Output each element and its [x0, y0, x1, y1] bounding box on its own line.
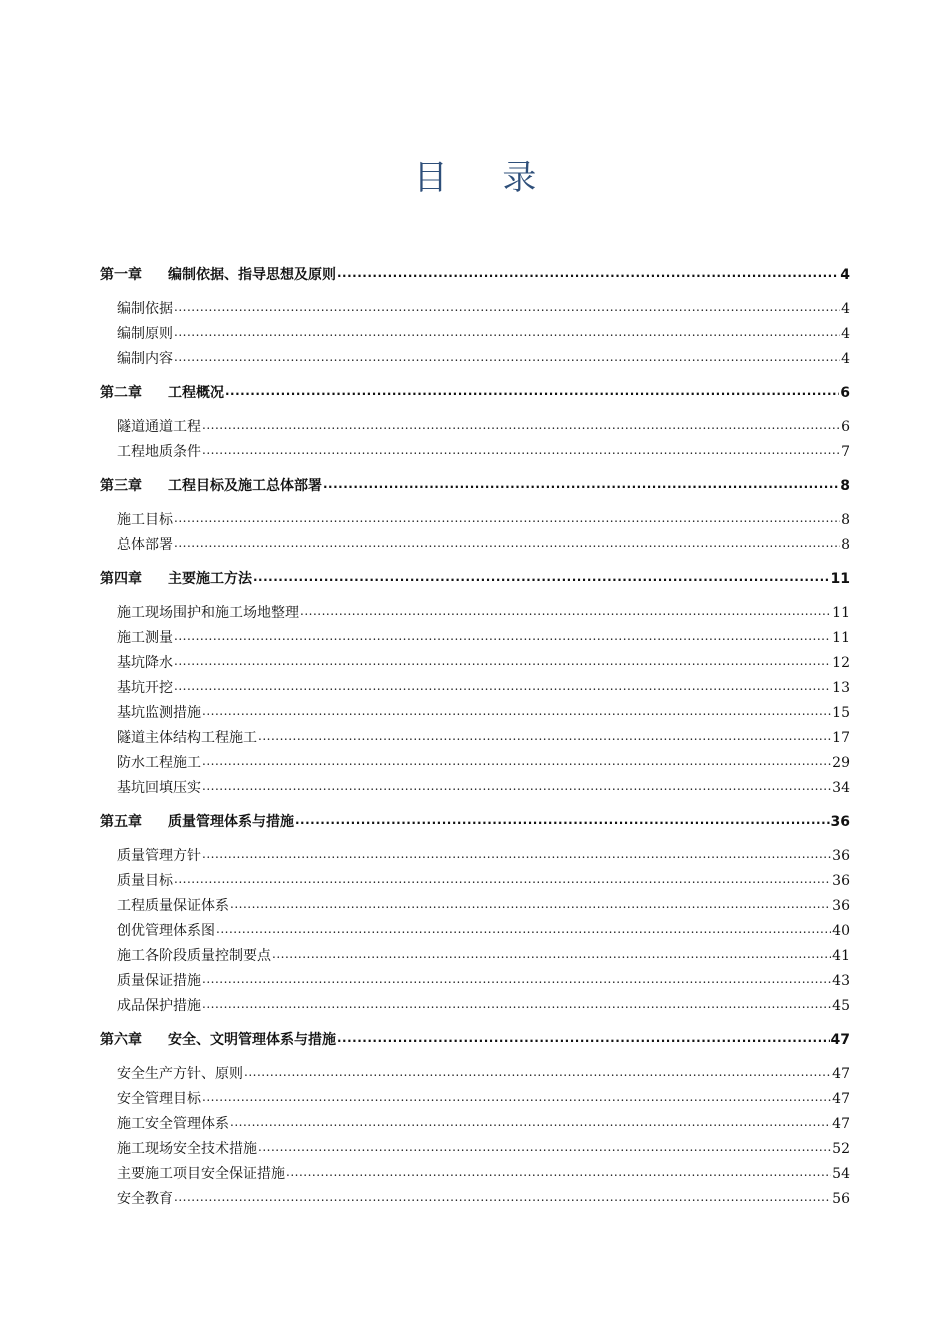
section-title: 施工现场安全技术措施 [117, 1141, 257, 1157]
chapter-title: 工程概况 [168, 385, 224, 401]
section-title: 施工现场围护和施工场地整理 [117, 605, 299, 621]
dot-leader [225, 383, 839, 399]
section-title: 隧道主体结构工程施工 [117, 730, 257, 746]
page-number: 4 [841, 301, 850, 317]
page-number: 36 [830, 814, 850, 830]
toc-section-entry[interactable] [100, 298, 850, 323]
page-number: 8 [840, 478, 850, 494]
toc-section-entry[interactable] [100, 870, 850, 895]
dot-leader [174, 510, 840, 526]
dot-leader [253, 569, 830, 585]
section-title: 编制原则 [117, 326, 173, 342]
section-title: 编制内容 [117, 351, 173, 367]
dot-leader [202, 1089, 831, 1105]
dot-leader [202, 996, 831, 1012]
chapter-title: 主要施工方法 [168, 571, 252, 587]
toc-section-entry[interactable] [100, 348, 850, 373]
section-title: 安全教育 [117, 1191, 173, 1207]
page-number: 11 [830, 571, 850, 587]
page-number: 54 [832, 1166, 850, 1182]
dot-leader [272, 946, 831, 962]
toc-section-entry[interactable] [100, 995, 850, 1020]
toc-section-entry[interactable] [100, 627, 850, 652]
dot-leader [216, 921, 831, 937]
page-number: 52 [832, 1141, 850, 1157]
dot-leader [174, 349, 840, 365]
dot-leader [230, 896, 831, 912]
page-number: 8 [841, 512, 850, 528]
toc-section-entry[interactable] [100, 1113, 850, 1138]
dot-leader [174, 324, 840, 340]
page-number: 17 [832, 730, 850, 746]
page-number: 13 [832, 680, 850, 696]
toc-section-entry[interactable] [100, 441, 850, 466]
toc-section-entry[interactable] [100, 920, 850, 945]
section-title: 质量目标 [117, 873, 173, 889]
page-number: 6 [840, 385, 850, 401]
toc-chapter-entry[interactable] [100, 568, 850, 593]
page-number: 56 [832, 1191, 850, 1207]
chapter-title: 安全、文明管理体系与措施 [168, 1032, 336, 1048]
dot-leader [174, 678, 831, 694]
section-title: 工程地质条件 [117, 444, 201, 460]
toc-chapter-entry[interactable] [100, 382, 850, 407]
dot-leader [295, 812, 830, 828]
section-title: 总体部署 [117, 537, 173, 553]
page-number: 34 [832, 780, 850, 796]
toc-section-entry[interactable] [100, 534, 850, 559]
dot-leader [300, 603, 831, 619]
page-number: 12 [832, 655, 850, 671]
page-number: 40 [832, 923, 850, 939]
section-title: 隧道通道工程 [117, 419, 201, 435]
chapter-title: 工程目标及施工总体部署 [168, 478, 322, 494]
dot-leader [202, 846, 831, 862]
dot-leader [174, 871, 831, 887]
toc-section-entry[interactable] [100, 323, 850, 348]
toc-section-entry[interactable] [100, 1138, 850, 1163]
dot-leader [258, 1139, 831, 1155]
dot-leader [202, 417, 840, 433]
section-title: 施工安全管理体系 [117, 1116, 229, 1132]
dot-leader [174, 653, 831, 669]
toc-section-entry[interactable] [100, 652, 850, 677]
section-title: 工程质量保证体系 [117, 898, 229, 914]
page-number: 11 [832, 630, 850, 646]
toc-section-entry[interactable] [100, 702, 850, 727]
chapter-number: 第六章 [100, 1032, 142, 1048]
section-title: 施工测量 [117, 630, 173, 646]
dot-leader [202, 442, 840, 458]
toc-section-entry[interactable] [100, 509, 850, 534]
page-number: 29 [832, 755, 850, 771]
page-number: 4 [841, 351, 850, 367]
page-number: 43 [832, 973, 850, 989]
section-title: 安全管理目标 [117, 1091, 201, 1107]
chapter-number: 第二章 [100, 385, 142, 401]
page-number: 45 [832, 998, 850, 1014]
section-title: 主要施工项目安全保证措施 [117, 1166, 285, 1182]
page-number: 47 [832, 1091, 850, 1107]
toc-section-entry[interactable] [100, 1063, 850, 1088]
page-number: 47 [830, 1032, 850, 1048]
section-title: 基坑开挖 [117, 680, 173, 696]
section-title: 施工各阶段质量控制要点 [117, 948, 271, 964]
page-number: 36 [832, 873, 850, 889]
page-number: 36 [832, 848, 850, 864]
toc-section-entry[interactable] [100, 416, 850, 441]
chapter-number: 第一章 [100, 267, 142, 283]
section-title: 基坑降水 [117, 655, 173, 671]
dot-leader [323, 476, 839, 492]
toc-section-entry[interactable] [100, 677, 850, 702]
dot-leader [202, 971, 831, 987]
section-title: 编制依据 [117, 301, 173, 317]
section-title: 基坑回填压实 [117, 780, 201, 796]
dot-leader [230, 1114, 831, 1130]
page-number: 11 [832, 605, 850, 621]
page-number: 41 [832, 948, 850, 964]
dot-leader [174, 1189, 831, 1205]
dot-leader [174, 628, 831, 644]
page-number: 47 [832, 1116, 850, 1132]
dot-leader [337, 265, 839, 281]
chapter-title: 质量管理体系与措施 [168, 814, 294, 830]
section-title: 质量管理方针 [117, 848, 201, 864]
dot-leader [337, 1030, 830, 1046]
section-title: 质量保证措施 [117, 973, 201, 989]
section-title: 防水工程施工 [117, 755, 201, 771]
section-title: 安全生产方针、原则 [117, 1066, 243, 1082]
section-title: 成品保护措施 [117, 998, 201, 1014]
page-number: 36 [832, 898, 850, 914]
dot-leader [258, 728, 831, 744]
toc-section-entry[interactable] [100, 970, 850, 995]
chapter-number: 第四章 [100, 571, 142, 587]
dot-leader [202, 778, 831, 794]
toc-chapter-entry[interactable] [100, 475, 850, 500]
toc-section-entry[interactable] [100, 602, 850, 627]
dot-leader [202, 753, 831, 769]
chapter-title: 编制依据、指导思想及原则 [168, 267, 336, 283]
toc-section-entry[interactable] [100, 752, 850, 777]
section-title: 基坑监测措施 [117, 705, 201, 721]
page-number: 47 [832, 1066, 850, 1082]
page-number: 7 [841, 444, 850, 460]
page-number: 4 [841, 326, 850, 342]
dot-leader [174, 535, 840, 551]
page-number: 4 [840, 267, 850, 283]
section-title: 施工目标 [117, 512, 173, 528]
toc-chapter-entry[interactable] [100, 811, 850, 836]
toc-section-entry[interactable] [100, 727, 850, 752]
dot-leader [286, 1164, 831, 1180]
toc-chapter-entry[interactable] [100, 264, 850, 289]
toc-section-entry[interactable] [100, 1188, 850, 1213]
page-number: 6 [841, 419, 850, 435]
toc-title: 目 录 [413, 158, 559, 198]
table-of-contents [100, 264, 850, 1213]
chapter-number: 第三章 [100, 478, 142, 494]
dot-leader [202, 703, 831, 719]
toc-chapter-entry[interactable] [100, 1029, 850, 1054]
chapter-number: 第五章 [100, 814, 142, 830]
toc-section-entry[interactable] [100, 895, 850, 920]
page-number: 15 [832, 705, 850, 721]
dot-leader [174, 299, 840, 315]
toc-section-entry[interactable] [100, 777, 850, 802]
dot-leader [244, 1064, 831, 1080]
toc-section-entry[interactable] [100, 1088, 850, 1113]
page-number: 8 [841, 537, 850, 553]
toc-section-entry[interactable] [100, 1163, 850, 1188]
toc-section-entry[interactable] [100, 945, 850, 970]
section-title: 创优管理体系图 [117, 923, 215, 939]
toc-section-entry[interactable] [100, 845, 850, 870]
